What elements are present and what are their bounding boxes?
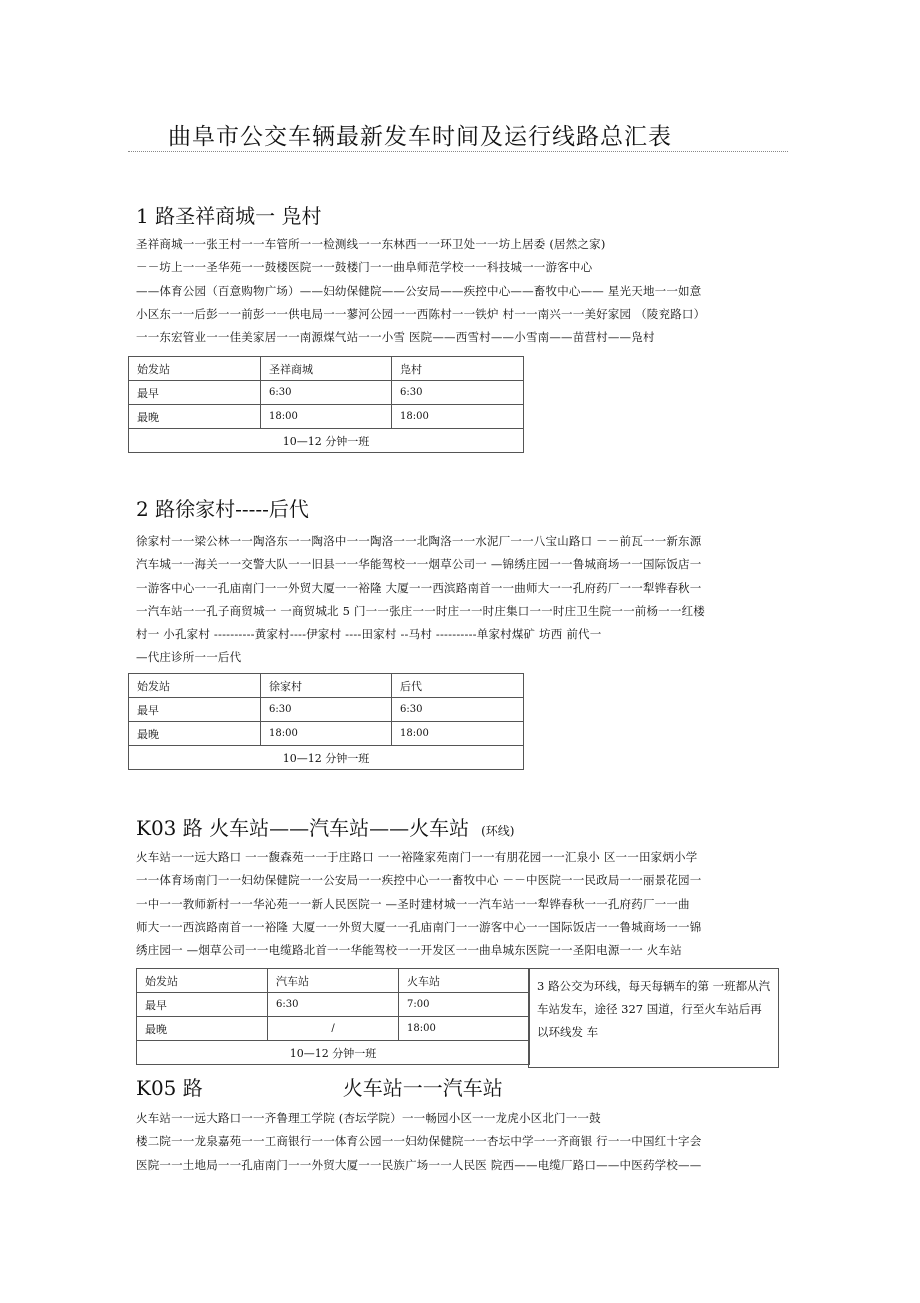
route-k05-title [136, 1072, 503, 1101]
table-cell: 18:00 [392, 722, 524, 746]
route-k03-stops: 火车站一一远大路口 一一馥森苑一一于庄路口 一一裕隆家苑南门一一有朋花园一一汇泉小 区一一田家炳小学 一一体育场南门一一妇幼保健院一一公安局一一疾控中心一一畜牧中心 －－中医院一一民政局一一丽景花园一 一中一一教师新村一一华沁苑一一新人民医院一 —圣时建材城一一汽车站一一犁铧春秋一一孔府药厂一一曲 师大一一西滨路南首一一裕隆 大厦一一外贸大厦一一孔庙南门一一游客中心一一国际饭店一一鲁城商场一一锦 绣庄园一 —烟草公司一一电缆路北首一一华能驾校一一开发区一一曲阜城东医院一一圣阳电源一一 火车站 [136, 850, 702, 958]
table-cell: 火车站 [399, 969, 530, 993]
table-row [137, 1041, 530, 1065]
table-cell: 最晚 [137, 1017, 268, 1041]
table-cell: 18:00 [392, 405, 524, 429]
route-1-title: 1 路圣祥商城一 凫村 [136, 204, 322, 228]
table-cell: 最晚 [129, 722, 261, 746]
page-title: 曲阜市公交车辆最新发车时间及运行线路总汇表 [168, 124, 672, 150]
table-cell: 汽车站 [268, 969, 399, 993]
table-cell: 后代 [392, 674, 524, 698]
table-cell: 始发站 [137, 969, 268, 993]
table-cell: 徐家村 [261, 674, 392, 698]
route-k03-loop-note: (环线) [481, 824, 515, 838]
route-1-stops: 圣祥商城一一张王村一一车管所一一检测线一一东林西一一环卫处一一坊上居委 (居然之家) －－坊上一一圣华苑一一鼓楼医院一一鼓楼门一一曲阜师范学校一一科技城一一游客中心 ——体育公园（百意购物广场）——妇幼保健院——公安局——疾控中心——畜牧中心—— 星光天地一一如意 小区东一一后彭一一前彭一一供电局一一蓼河公园一一西陈村一一铁炉 村一一南兴一一美好家园 （陵兖路口） 一一东宏管业一一佳美家居一一南源煤气站一一小雪 医院——西雪村——小雪南——苗营村——凫村 [136, 237, 706, 345]
table-row [137, 969, 530, 993]
table-cell: 18:00 [261, 722, 392, 746]
table-row [129, 381, 524, 405]
route-2-title: 2 路徐家村-----后代 [136, 497, 309, 521]
table-cell: 18:00 [261, 405, 392, 429]
table-row [129, 429, 524, 453]
route-k05-stops: 火车站一一远大路口一一齐鲁理工学院 (杏坛学院）一一畅园小区一一龙虎小区北门一一鼓 楼二院一一龙泉嘉苑一一工商银行一一体育公园一一妇幼保健院一一杏坛中学一一齐商银 行一一中国红十字会 医院一一土地局一一孔庙南门一一外贸大厦一一民族广场一一人民医 院西——电缆厂路口——中医药学校—— [136, 1111, 702, 1172]
route-k03-note: 3 路公交为环线，每天每辆车的第 一班都从汽车站发车，途径 327 国道，行至火车站后再以环线发 车 [528, 968, 779, 1068]
route-k03-title [136, 812, 514, 841]
table-row [129, 357, 524, 381]
table-cell: 最早 [129, 381, 261, 405]
table-cell: 凫村 [392, 357, 524, 381]
table-row [129, 405, 524, 429]
table-cell: 18:00 [399, 1017, 530, 1041]
table-cell: 始发站 [129, 674, 261, 698]
table-cell: 6:30 [392, 381, 524, 405]
table-cell: 6:30 [261, 698, 392, 722]
table-cell: 6:30 [268, 993, 399, 1017]
route-k05-title-dest: 火车站一一汽车站 [342, 1076, 503, 1100]
table-cell: 6:30 [392, 698, 524, 722]
frequency-cell: 10—12 分钟一班 [129, 746, 524, 770]
route-1-schedule-table [128, 356, 524, 453]
table-cell: 圣祥商城 [261, 357, 392, 381]
table-row [129, 674, 524, 698]
route-2-stops: 徐家村一一梁公林一一陶洛东一一陶洛中一一陶洛一一北陶洛一一水泥厂一一八宝山路口 －－前瓦一一新东源 汽车城一一海关一一交警大队一一旧县一一华能驾校一一烟草公司一 —锦绣庄园一一鲁城商场一一国际饭店一 一游客中心一一孔庙南门一一外贸大厦一一裕隆 大厦一一西滨路南首一一曲师大一一孔府药厂一一犁铧春秋一 一汽车站一一孔子商贸城一 一商贸城北 5 门一一张庄一一时庄一一时庄集口一一时庄卫生院一一前杨一一红楼 村一 小孔家村 ----------黄家村----伊家村 ----田家村 --马村 ----------单家村煤矿 坊西 前代一 —代庄诊所一一后代 [136, 534, 705, 665]
route-k03-title-text: K03 路 火车站——汽车站——火车站 [136, 816, 470, 840]
frequency-cell: 10—12 分钟一班 [129, 429, 524, 453]
table-cell: 7:00 [399, 993, 530, 1017]
table-cell: 最早 [137, 993, 268, 1017]
table-cell: 最早 [129, 698, 261, 722]
table-row [129, 746, 524, 770]
table-cell: / [268, 1017, 399, 1041]
table-row [129, 722, 524, 746]
table-cell: 始发站 [129, 357, 261, 381]
route-k03-schedule-table [136, 968, 530, 1065]
table-row [137, 1017, 530, 1041]
table-cell: 6:30 [261, 381, 392, 405]
route-k05-title-number: K05 路 [136, 1076, 203, 1100]
table-row [129, 698, 524, 722]
frequency-cell: 10—12 分钟一班 [137, 1041, 530, 1065]
route-2-schedule-table [128, 673, 524, 770]
table-cell: 最晚 [129, 405, 261, 429]
table-row [137, 993, 530, 1017]
title-divider [128, 151, 788, 152]
